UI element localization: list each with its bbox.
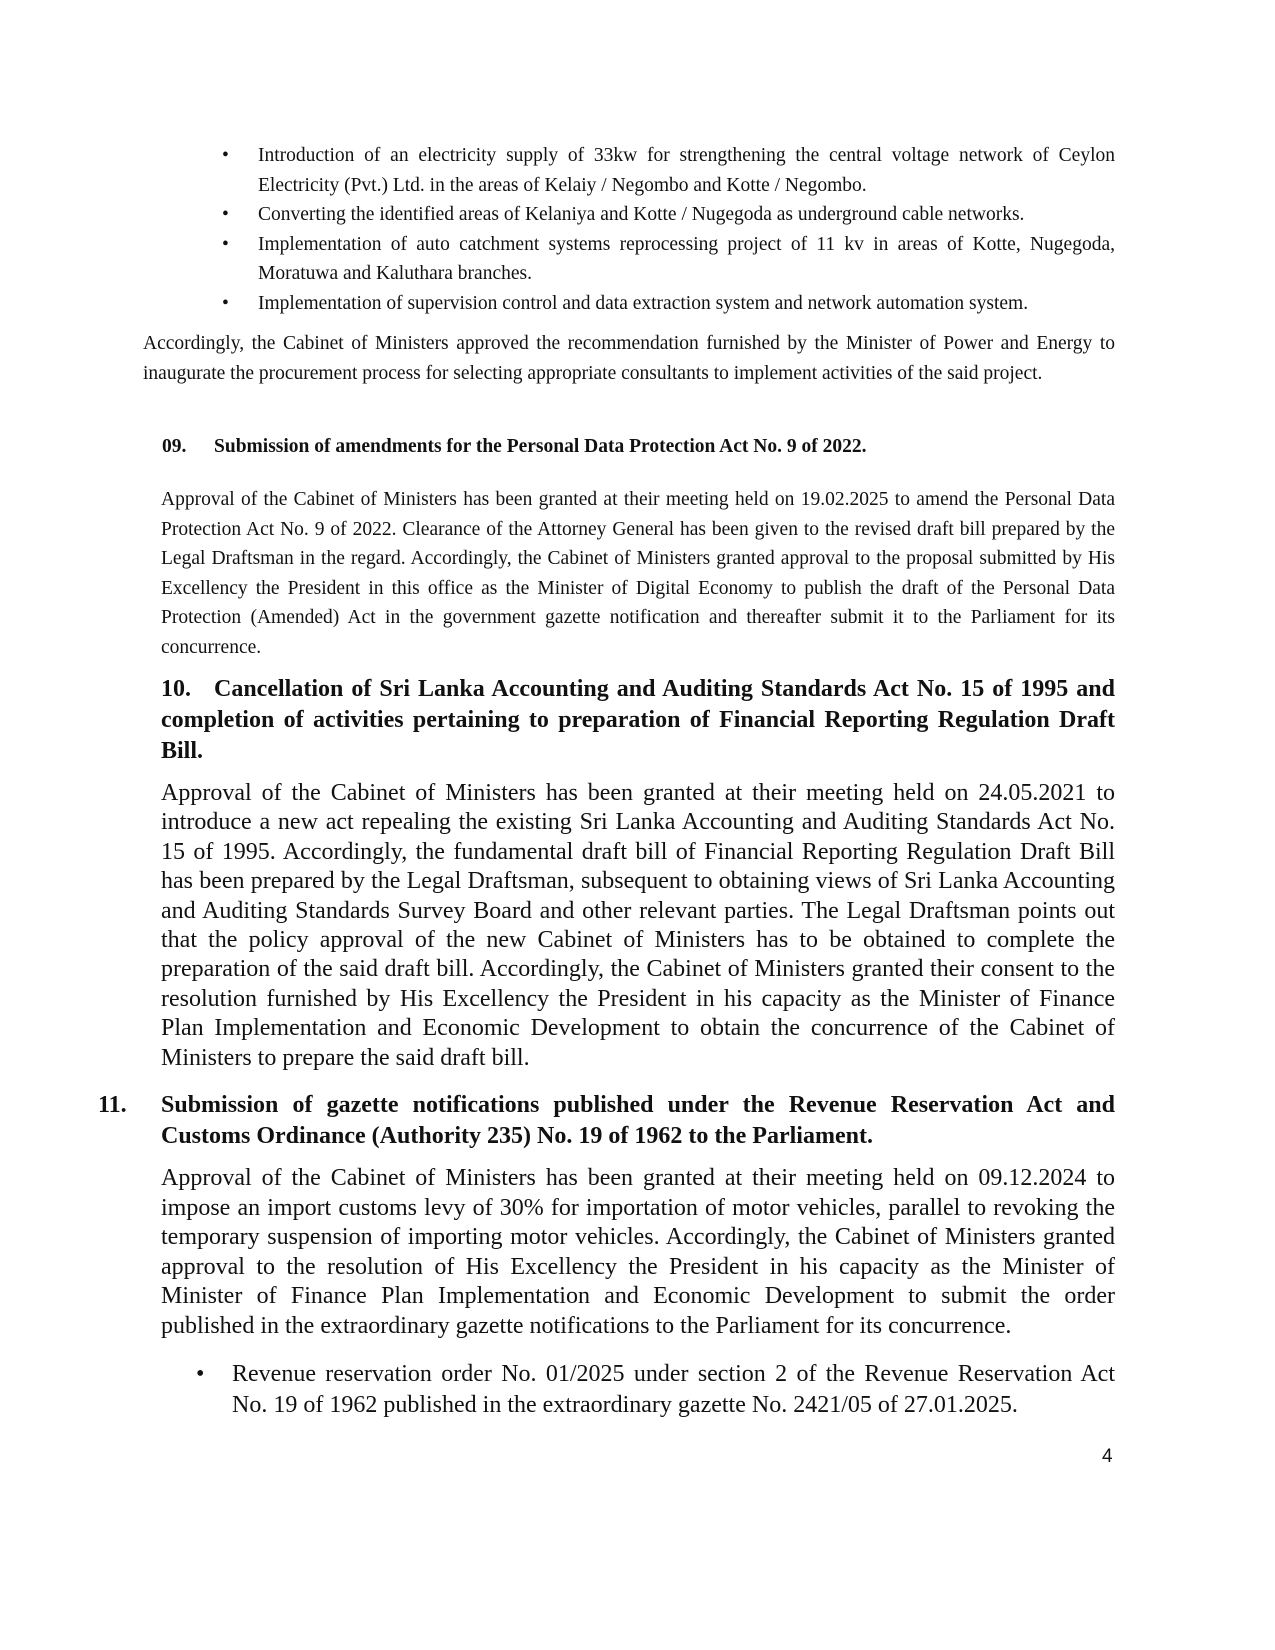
section-10-body: Approval of the Cabinet of Ministers has been granted at their meeting held on 24.05.2021 to introduce a new act repealing the existing Sri Lanka Accounting and Auditing Standards Act No. 15 of 1995. Accordingly, the fundamental draft bill of Financial Reporting Regulation Draft Bill has been prepared by the Legal Draftsman, subsequent to obtaining views of Sri Lanka Accounting and Auditing Standards Survey Board and other relevant parties. The Legal Draftsman points out that the policy approval of the new Cabinet of Ministers has to be obtained to complete the preparation of the said draft bill. Accordingly, the Cabinet of Ministers granted their consent to the resolution furnished by His Excellency the President in his capacity as the Minister of Finance Plan Implementation and Economic Development to obtain the concurrence of the Cabinet of Ministers to prepare the said draft bill. bbox=[161, 780, 1115, 1071]
section-11-bullet-list bbox=[196, 1359, 1115, 1421]
bullet-icon: • bbox=[196, 1361, 205, 1387]
paragraph-accordingly: Accordingly, the Cabinet of Ministers approved the recommendation furnished by the Minister of Power and Energy to inaugurate the procurement process for selecting appropriate consultants to implement activities of the said project. bbox=[143, 333, 1115, 384]
bullet-icon: • bbox=[222, 145, 229, 166]
section-09-body: Approval of the Cabinet of Ministers has been granted at their meeting held on 19.02.2025 to amend the Personal Data Protection Act No. 9 of 2022. Clearance of the Attorney General has been given to the revised draft bill prepared by the Legal Draftsman in the regard. Accordingly, the Cabinet of Ministers granted approval to the proposal submitted by His Excellency the President in this office as the Minister of Digital Economy to publish the draft of the Personal Data Protection (Amended) Act in the government gazette notification and thereafter submit it to the Parliament for its concurrence. bbox=[161, 489, 1115, 658]
bullet-list-top bbox=[222, 141, 1115, 318]
page-number: 4 bbox=[1102, 1446, 1113, 1467]
section-11-body: Approval of the Cabinet of Ministers has been granted at their meeting held on 09.12.2024 to impose an import customs levy of 30% for importation of motor vehicles, parallel to revoking the temporary suspension of importing motor vehicles. Accordingly, the Cabinet of Ministers granted approval to the resolution of His Excellency the President in his capacity as the Minister of Minister of Finance Plan Implementation and Economic Development to submit the order published in the extraordinary gazette notifications to the Parliament for its concurrence. bbox=[161, 1165, 1115, 1339]
section-11-title: Submission of gazette notifications published under the Revenue Reservation Act and Customs Ordinance (Authority 235) No. 19 of 1962 to the Parliament. bbox=[161, 1092, 1115, 1149]
list-item: • Converting the identified areas of Kelaniya and Kotte / Nugegoda as underground cable networks. bbox=[222, 200, 1115, 230]
bullet-icon: • bbox=[222, 292, 229, 314]
section-09-number: 09. bbox=[162, 436, 187, 457]
list-item: • Implementation of auto catchment systems reprocessing project of 11 kv in areas of Kotte, Nugegoda, Moratuwa and Kaluthara branches. bbox=[222, 230, 1115, 289]
bullet-icon: • bbox=[222, 233, 229, 255]
section-09-title: Submission of amendments for the Personal Data Protection Act No. 9 of 2022. bbox=[214, 436, 867, 457]
section-11-number: 11. bbox=[98, 1092, 127, 1118]
list-item: • Introduction of an electricity supply of 33kw for strengthening the central voltage network of Ceylon Electricity (Pvt.) Ltd. in the areas of Kelaiy / Negombo and Kotte / Negombo. bbox=[222, 141, 1115, 200]
list-item: • Revenue reservation order No. 01/2025 under section 2 of the Revenue Reservation Act No. 19 of 1962 published in the extraordinary gazette No. 2421/05 of 27.01.2025. bbox=[196, 1361, 1115, 1418]
bullet-icon: • bbox=[222, 204, 229, 225]
section-10-number: 10. bbox=[161, 676, 191, 702]
list-item: • Implementation of supervision control and data extraction system and network automation system. bbox=[222, 289, 1115, 319]
section-10-title: Cancellation of Sri Lanka Accounting and Auditing Standards Act No. 15 of 1995 and completion of activities pertaining to preparation of Financial Reporting Regulation Draft Bill. bbox=[161, 676, 1115, 764]
